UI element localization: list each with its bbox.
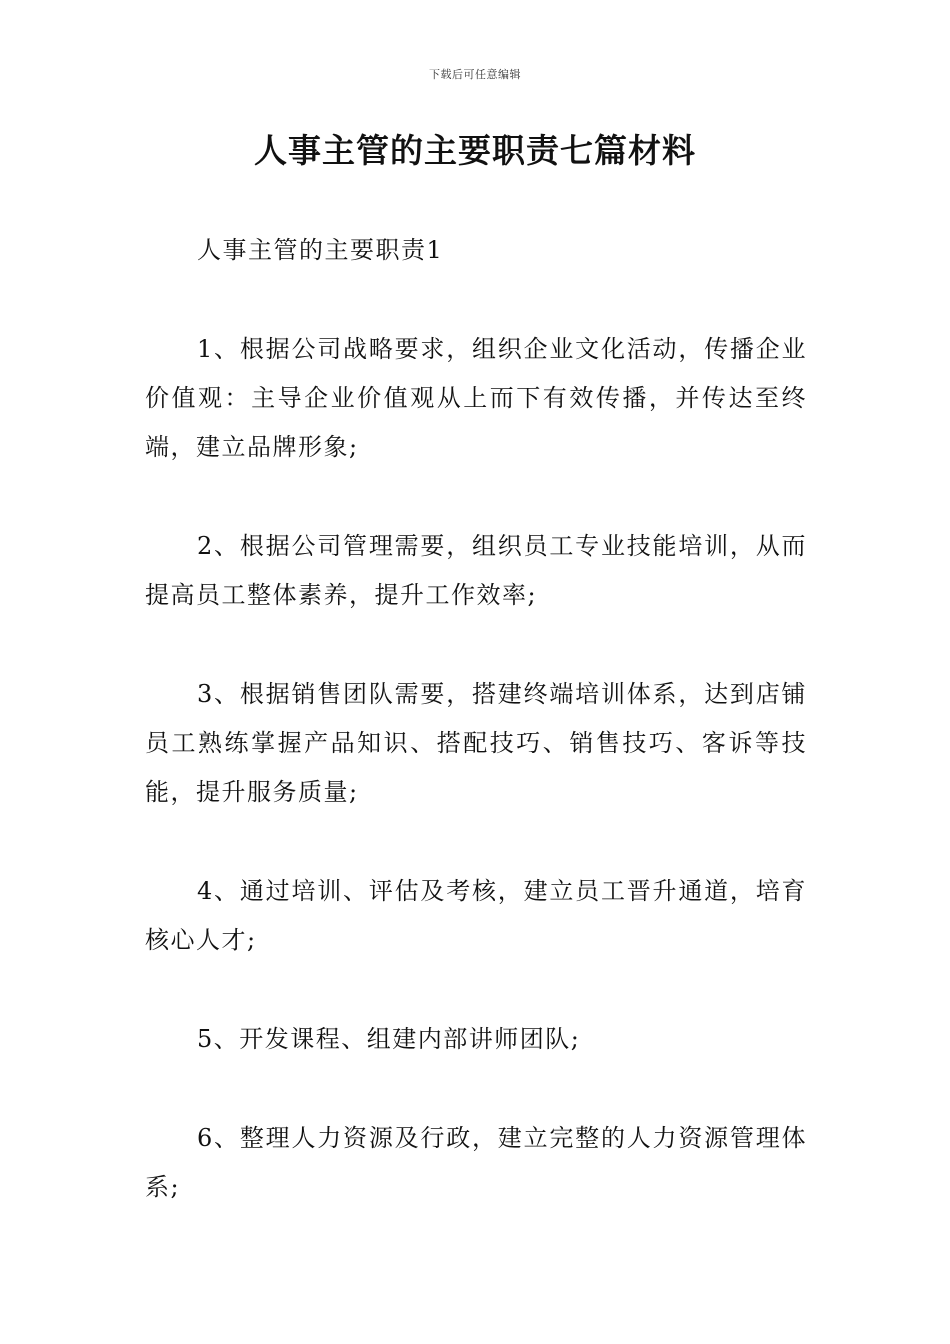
duty-item-6: 6、整理人力资源及行政，建立完整的人力资源管理体系; xyxy=(145,1124,807,1201)
header-note: 下载后可任意编辑 xyxy=(429,68,521,81)
paragraph-spacer xyxy=(145,275,807,325)
paragraph-spacer xyxy=(145,472,807,522)
paragraph-spacer xyxy=(145,817,807,867)
paragraph-spacer xyxy=(145,620,807,670)
document-title: 人事主管的主要职责七篇材料 xyxy=(254,131,696,170)
duty-item-5: 5、开发课程、组建内部讲师团队; xyxy=(197,1025,581,1053)
section-heading: 人事主管的主要职责1 xyxy=(197,236,444,264)
duty-item-1: 1、根据公司战略要求，组织企业文化活动，传播企业价值观：主导企业价值观从上而下有效传播，并传达至终端，建立品牌形象; xyxy=(145,335,807,461)
duty-item-3: 3、根据销售团队需要，搭建终端培训体系，达到店铺员工熟练掌握产品知识、搭配技巧、销售技巧、客诉等技能，提升服务质量; xyxy=(145,680,807,806)
paragraph-spacer xyxy=(145,1064,807,1114)
duty-item-4: 4、通过培训、评估及考核，建立员工晋升通道，培育核心人才; xyxy=(145,877,807,954)
paragraph-spacer xyxy=(145,965,807,1015)
duty-item-2: 2、根据公司管理需要，组织员工专业技能培训，从而提高员工整体素养，提升工作效率; xyxy=(145,532,807,609)
document-body xyxy=(145,226,807,1212)
